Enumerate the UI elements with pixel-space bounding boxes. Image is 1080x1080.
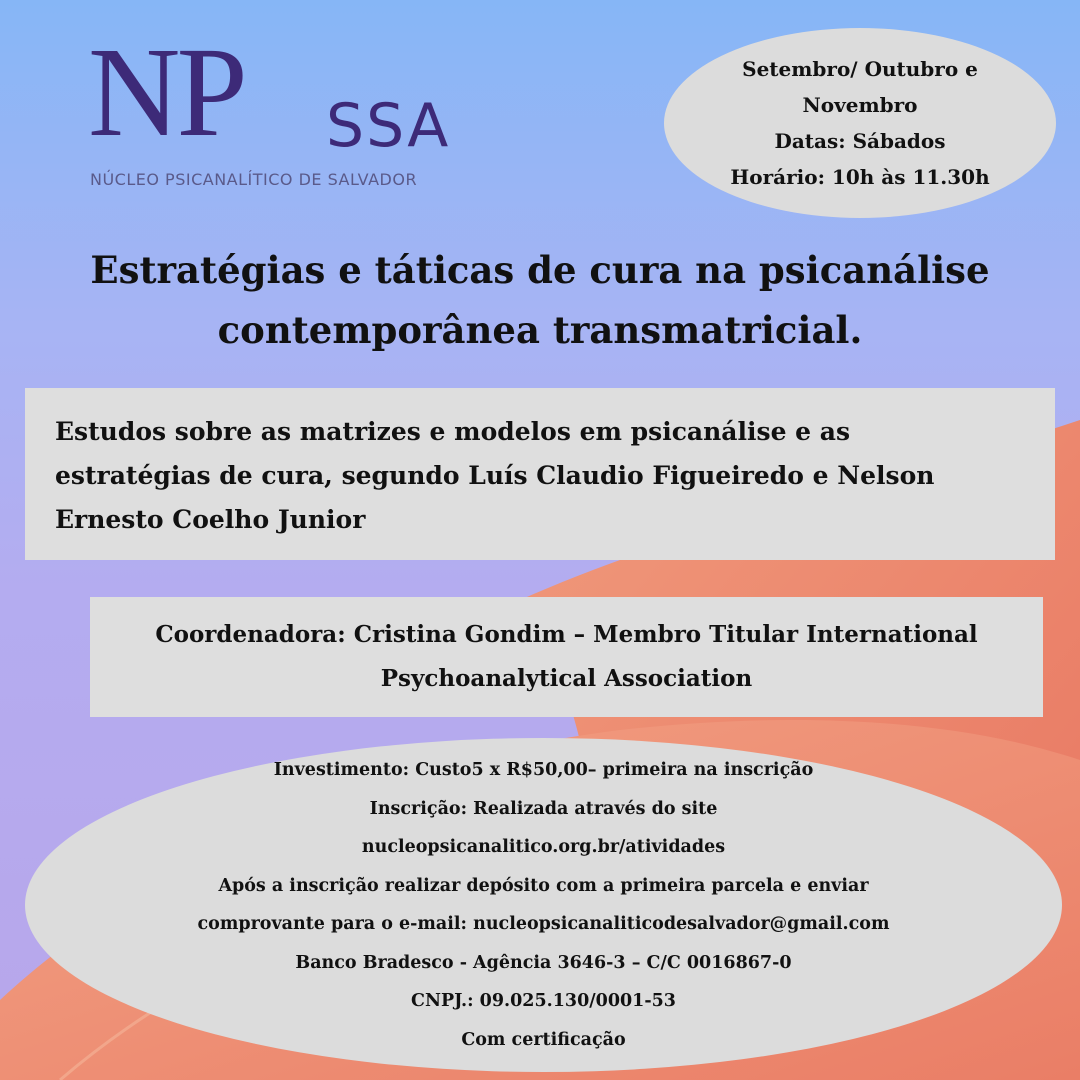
schedule-months-line2: Novembro [802, 93, 918, 117]
page-title [0, 240, 1080, 360]
schedule-days: Datas: Sábados [774, 129, 946, 153]
certification-text: Com certificação [461, 1029, 626, 1050]
studies-line3: Ernesto Coelho Junior [55, 505, 366, 534]
registration-text: Inscrição: Realizada através do site [369, 798, 718, 819]
registration-site: nucleopsicanalitico.org.br/atividades [361, 837, 726, 857]
email-text: comprovante para o e-mail: nucleopsicanaliticodesalvador@gmail.com [197, 914, 890, 934]
title-line1: Estratégias e táticas de cura na psicanálise [90, 248, 990, 292]
coordinator-line1: Coordenadora: Cristina Gondim – Membro Titular International [155, 621, 978, 648]
schedule-months-line1: Setembro/ Outubro e [742, 57, 978, 81]
studies-line2: estratégias de cura, segundo Luís Claudio Figueiredo e Nelson [55, 461, 935, 490]
bank-text: Banco Bradesco - Agência 3646-3 – C/C 0016867-0 [295, 952, 792, 973]
npssa-logo [88, 21, 518, 198]
registration-info-ellipse [25, 738, 1062, 1072]
coordinator-box [90, 597, 1043, 717]
cnpj-text: CNPJ.: 09.025.130/0001-53 [411, 991, 676, 1011]
deposit-text: Após a inscrição realizar depósito com a primeira parcela e enviar [218, 875, 869, 896]
logo-subtitle: NÚCLEO PSICANALÍTICO DE SALVADOR [90, 170, 418, 189]
coordinator-line2: Psychoanalytical Association [380, 665, 753, 692]
logo-mark-suffix: SSA [326, 91, 451, 161]
logo-mark: NP [88, 21, 244, 163]
schedule-time: Horário: 10h às 11.30h [730, 165, 990, 189]
title-line2: contemporânea transmatricial. [217, 308, 863, 352]
schedule-ellipse [664, 28, 1056, 218]
investment-text: Investimento: Custo5 x R$50,00– primeira na inscrição [273, 760, 814, 780]
studies-description-box [25, 388, 1055, 560]
studies-line1: Estudos sobre as matrizes e modelos em psicanálise e as [55, 417, 851, 446]
